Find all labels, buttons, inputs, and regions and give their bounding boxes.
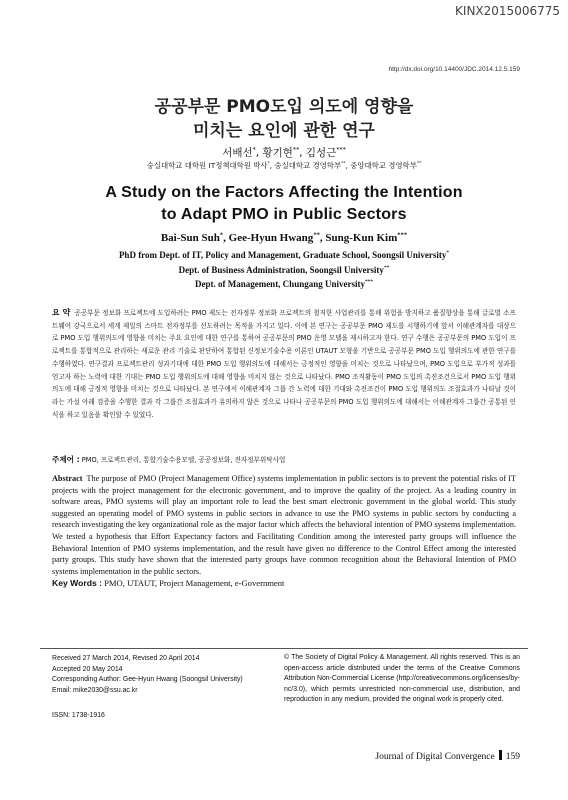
english-author-3: Sung-Kun Kim	[325, 232, 398, 244]
korean-keywords-text: PMO, 프로젝트관리, 통합기술수용모델, 공공정보화, 전자정부위탁사업	[81, 456, 286, 464]
english-abstract-label: Abstract	[52, 474, 83, 483]
english-authors	[0, 232, 568, 244]
english-affiliation-2	[0, 265, 568, 275]
journal-footer	[375, 750, 520, 762]
copyright-notice: © The Society of Digital Policy & Management. All rights reserved. This is an open-access article distributed under the terms of the Creative Commons Attribution Non-Commercial License (http://creativecommons.org/licenses/by-nc/3.0), which permits unrestricted non-commercial use, distribution, and reproduction in any medium, provided the original work is properly cited.	[284, 654, 520, 703]
footer-divider	[40, 648, 528, 649]
english-keywords-text: PMO, UTAUT, Project Management, e-Government	[104, 578, 285, 588]
english-author-separator: ,	[223, 232, 229, 244]
korean-author-1: 서배선	[222, 147, 253, 159]
korean-affiliation-3: 중앙대학교 경영학부	[350, 161, 417, 170]
korean-authors	[0, 145, 568, 160]
korean-author-3-mark: ***	[336, 146, 346, 154]
english-affiliation-3	[0, 279, 568, 289]
korean-author-2-mark: **	[292, 146, 300, 154]
korean-affiliation-1: 숭실대학교 대학원 IT정책대학원 박사	[146, 161, 268, 170]
issn: ISSN: 1738-1916	[52, 712, 105, 719]
korean-affiliation-2-mark: **	[341, 161, 346, 167]
korean-author-1-mark: *	[252, 146, 256, 154]
english-affiliation-2-text: Dept. of Business Administration, Soongsil University	[178, 265, 384, 275]
korean-keywords-label: 주제어 :	[52, 455, 80, 464]
journal-name: Journal of Digital Convergence	[375, 752, 495, 762]
english-abstract-text: The purpose of PMO (Project Management Office) systems implementation in public sectors is to prevent the potential risks of IT projects with the project management for the electronic government, and to improve the quality of the project. As a leading country in software areas, PMO systems will play an important role to lead the best smart electronic government in the global world. This study suggested an operating model of PMO systems in public sectors in advance to use the PMO systems in public sectors by conducting a research investigating the key organizational role as the major factor which affects the behavioral intention of PMO systems implementation. We tested a hypothesis that Effort Expectancy factors and Facilitating Condition among the interested party groups will influence the Behavioral Intention of PMO systems implementation, and the result have given no difference to the Control Effect among the interested party groups. This study have shown that the interested party groups have common recognition about the Behavioral Intention of PMO systems implementation in the public sectors.	[52, 474, 516, 576]
korean-author-separator: ,	[255, 147, 263, 159]
korean-title-line-1: 공공부문 PMO도입 의도에 영향을	[154, 97, 414, 117]
english-affiliation-1	[0, 250, 568, 260]
received-date: Received 27 March 2014, Revised 20 April 2014	[52, 655, 200, 662]
english-author-1-mark: *	[219, 231, 224, 239]
korean-abstract-text: 공공부문 정보화 프로젝트에 도입하려는 PMO 제도는 전자정부 정보화 프로젝트의 철저한 사업관리를 통해 위험을 방지하고 품질향상을 통해 글로벌 소프트웨어 강국으로서 세계 제일의 스마트 전자정부를 선도하려는 목적을 가지고 있다. 이에 본 연구는 공공부문 PMO 제도를 시행하기에 앞서 이해관계자를 대상으로 PMO 도입 행위의도에 영향을 미치는 주요 요인에 대한 연구를 통하여 공공부문의 PMO 운영 모델을 제시하고자 한다. 연구 수행은 공공부문의 PMO 도입이 프로젝트를 통합적으로 관리하는 새로운 관리 기술로 판단하여 통합된 신정보기술수용 이론인 UTAUT 모형을 기반으로 공공부문 PMO 도입 행위의도에 관한 연구를 수행하였다. 연구결과 프로젝트관리 성과기대에 대한 PMO 도입 행위의도에 대해서는 긍정적인 영향을 미치는 것으로 나타났으며, PMO 도입으로 부가적 성과를 얻고자 하는 노력에 대한 기대는 PMO 도입 행위의도에 대해 영향을 미치지 않는 것으로 나타났다. PMO 조직활동이 PMO 도입의 촉진조건으로서 PMO 도입 행위의도에 대해 긍정적 영향을 미치는 것으로 나타났다. 본 연구에서 이해관계자 그룹 간 노력에 대한 기대와 촉진조건이 PMO 도입 행위의도 조절효과가 나타날 것이라는 가설 아래 검증을 수행한 결과 각 그룹간 조절효과가 유의하지 않은 것으로 나타나 공공부문의 PMO 도입 행위의도에 대해서는 이해관계자 그룹간 공통된 인식을 하고 있음을 확인할 수 있었다.	[52, 309, 517, 419]
korean-abstract-label: 요 약	[52, 308, 71, 317]
korean-affiliation-separator: ,	[269, 161, 275, 170]
english-title-line-2: to Adapt PMO in Public Sectors	[161, 206, 407, 223]
accepted-date: Accepted 20 May 2014	[52, 665, 123, 673]
korean-author-2: 황기현	[262, 147, 293, 159]
doi-link[interactable]: http://dx.doi.org/10.14400/JDC.2014.12.5.159	[388, 66, 520, 73]
korean-affiliation-2: 숭실대학교 경영학부	[274, 161, 342, 170]
english-author-1: Bai-Sun Suh	[160, 232, 220, 244]
english-keywords-label: Key Words :	[52, 578, 102, 588]
article-history	[52, 654, 276, 696]
footer-bar	[499, 750, 502, 760]
english-author-2-mark: **	[313, 231, 320, 239]
english-author-3-mark: ***	[397, 231, 408, 239]
english-author-2: Gee-Hyun Hwang	[228, 232, 314, 244]
english-abstract	[52, 473, 516, 577]
english-author-separator: ,	[319, 232, 326, 244]
english-affiliation-2-mark: **	[383, 265, 390, 271]
corresponding-author: Corresponding Author: Gee-Hyun Hwang (Soongsil University)	[52, 676, 243, 683]
document-id-code: KINX2015006775	[455, 4, 560, 18]
korean-keywords	[52, 454, 516, 465]
korean-author-separator: ,	[299, 147, 306, 159]
korean-affiliation-separator: ,	[345, 161, 351, 170]
english-affiliation-3-mark: ***	[364, 279, 374, 285]
english-affiliation-1-text: PhD from Dept. of IT, Policy and Management, Graduate School, Soongsil University	[118, 250, 447, 260]
korean-author-3: 김성근	[305, 147, 337, 159]
korean-affiliations	[0, 160, 568, 171]
author-email[interactable]: Email: mike2030@ssu.ac.kr	[52, 686, 138, 694]
korean-affiliation-1-mark: *	[267, 161, 270, 167]
english-affiliation-1-mark: *	[446, 250, 450, 256]
english-keywords	[52, 578, 516, 588]
korean-affiliation-3-mark: **	[416, 161, 422, 167]
korean-title-line-2: 미치는 요인에 관한 연구	[193, 121, 375, 141]
english-title-line-1: A Study on the Factors Affecting the Intention	[105, 184, 463, 201]
page-number: 159	[505, 752, 520, 762]
english-affiliation-3-text: Dept. of Management, Chungang University	[194, 279, 365, 289]
korean-abstract	[52, 307, 516, 421]
